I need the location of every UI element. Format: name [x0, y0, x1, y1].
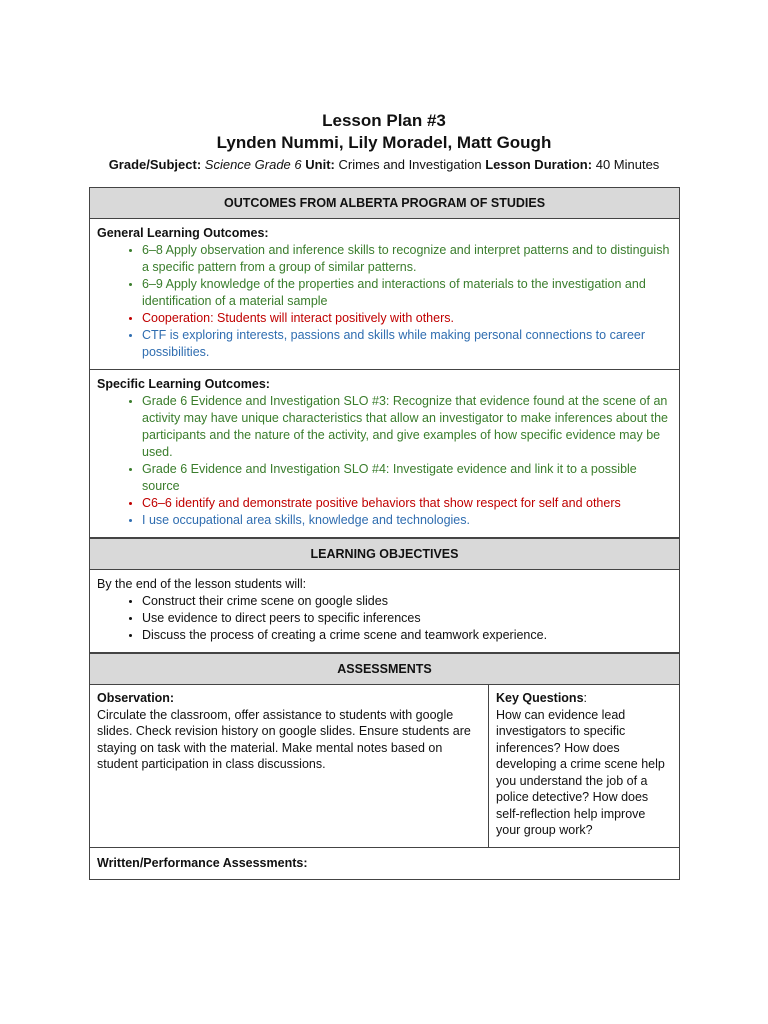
list-item: • 6–9 Apply knowledge of the properties and interactions of materials to the investigation and identification of a material sample — [142, 276, 672, 310]
key-questions-heading: Key Questions — [496, 691, 584, 705]
list-item: • CTF is exploring interests, passions and skills while making personal connections to career possibilities. — [142, 327, 672, 361]
authors: Lynden Nummi, Lily Moradel, Matt Gough — [216, 133, 552, 152]
key-questions-colon: : — [583, 691, 588, 705]
assessments-row — [90, 685, 679, 848]
key-questions-title — [496, 690, 672, 707]
specific-outcomes-heading: Specific Learning Outcomes: — [97, 377, 270, 391]
list-item: • Construct their crime scene on google slides — [142, 593, 672, 610]
specific-outcomes-list — [97, 393, 672, 529]
list-item: • Discuss the process of creating a crime scene and teamwork experience. — [142, 627, 672, 644]
observation-text: Circulate the classroom, offer assistance to students with google slides. Check revision history on google slides. Ensure students are staying on task with the material. Make mental notes based on student participation in class discussions. — [97, 707, 471, 771]
general-outcomes-list — [97, 242, 672, 361]
list-item: • C6–6 identify and demonstrate positive behaviors that show respect for self and others — [142, 495, 672, 512]
list-item: • Cooperation: Students will interact positively with others. — [142, 310, 672, 327]
list-item: • Use evidence to direct peers to specific inferences — [142, 610, 672, 627]
list-item: • Grade 6 Evidence and Investigation SLO #3: Recognize that evidence found at the scene of an activity may have unique characteristics that allow an investigator to make inferences about the participants and the nature of the activity, and give examples of how specific evidence may be used. — [142, 393, 672, 461]
objectives-band: LEARNING OBJECTIVES — [90, 538, 679, 570]
observation-cell — [90, 685, 489, 847]
general-outcomes-heading: General Learning Outcomes: — [97, 226, 269, 240]
list-item: • I use occupational area skills, knowledge and technologies. — [142, 512, 672, 529]
unit-label: Unit: — [305, 157, 335, 172]
objectives-cell — [90, 570, 679, 653]
document-header — [0, 110, 768, 174]
list-item: • Grade 6 Evidence and Investigation SLO #4: Investigate evidence and link it to a possible source — [142, 461, 672, 495]
grade-subject-value: Science Grade 6 — [204, 157, 302, 172]
observation-heading: Observation: — [97, 691, 175, 705]
grade-subject-label: Grade/Subject: — [108, 157, 202, 172]
outcomes-band: OUTCOMES FROM ALBERTA PROGRAM OF STUDIES — [90, 188, 679, 219]
objectives-intro: By the end of the lesson students will: — [97, 577, 307, 591]
general-outcomes-cell — [90, 219, 679, 370]
list-item: • 6–8 Apply observation and inference skills to recognize and interpret patterns and to distinguish a specific pattern from a group of similar patterns. — [142, 242, 672, 276]
assessments-band: ASSESSMENTS — [90, 653, 679, 685]
duration-label: Lesson Duration: — [485, 157, 593, 172]
written-assessments-heading: Written/Performance Assessments: — [97, 855, 308, 870]
key-questions-cell — [489, 685, 679, 847]
duration-value: 40 Minutes — [595, 157, 660, 172]
lesson-plan-table — [89, 187, 680, 880]
specific-outcomes-cell — [90, 370, 679, 538]
lesson-meta — [0, 156, 768, 174]
unit-value: Crimes and Investigation — [338, 157, 482, 172]
objectives-list — [97, 593, 672, 644]
key-questions-text: How can evidence lead investigators to specific inferences? How does developing a crime scene help you understand the job of a police detective? How does self-reflection help improve your group work? — [496, 707, 665, 837]
lesson-title: Lesson Plan #3 — [322, 111, 446, 130]
